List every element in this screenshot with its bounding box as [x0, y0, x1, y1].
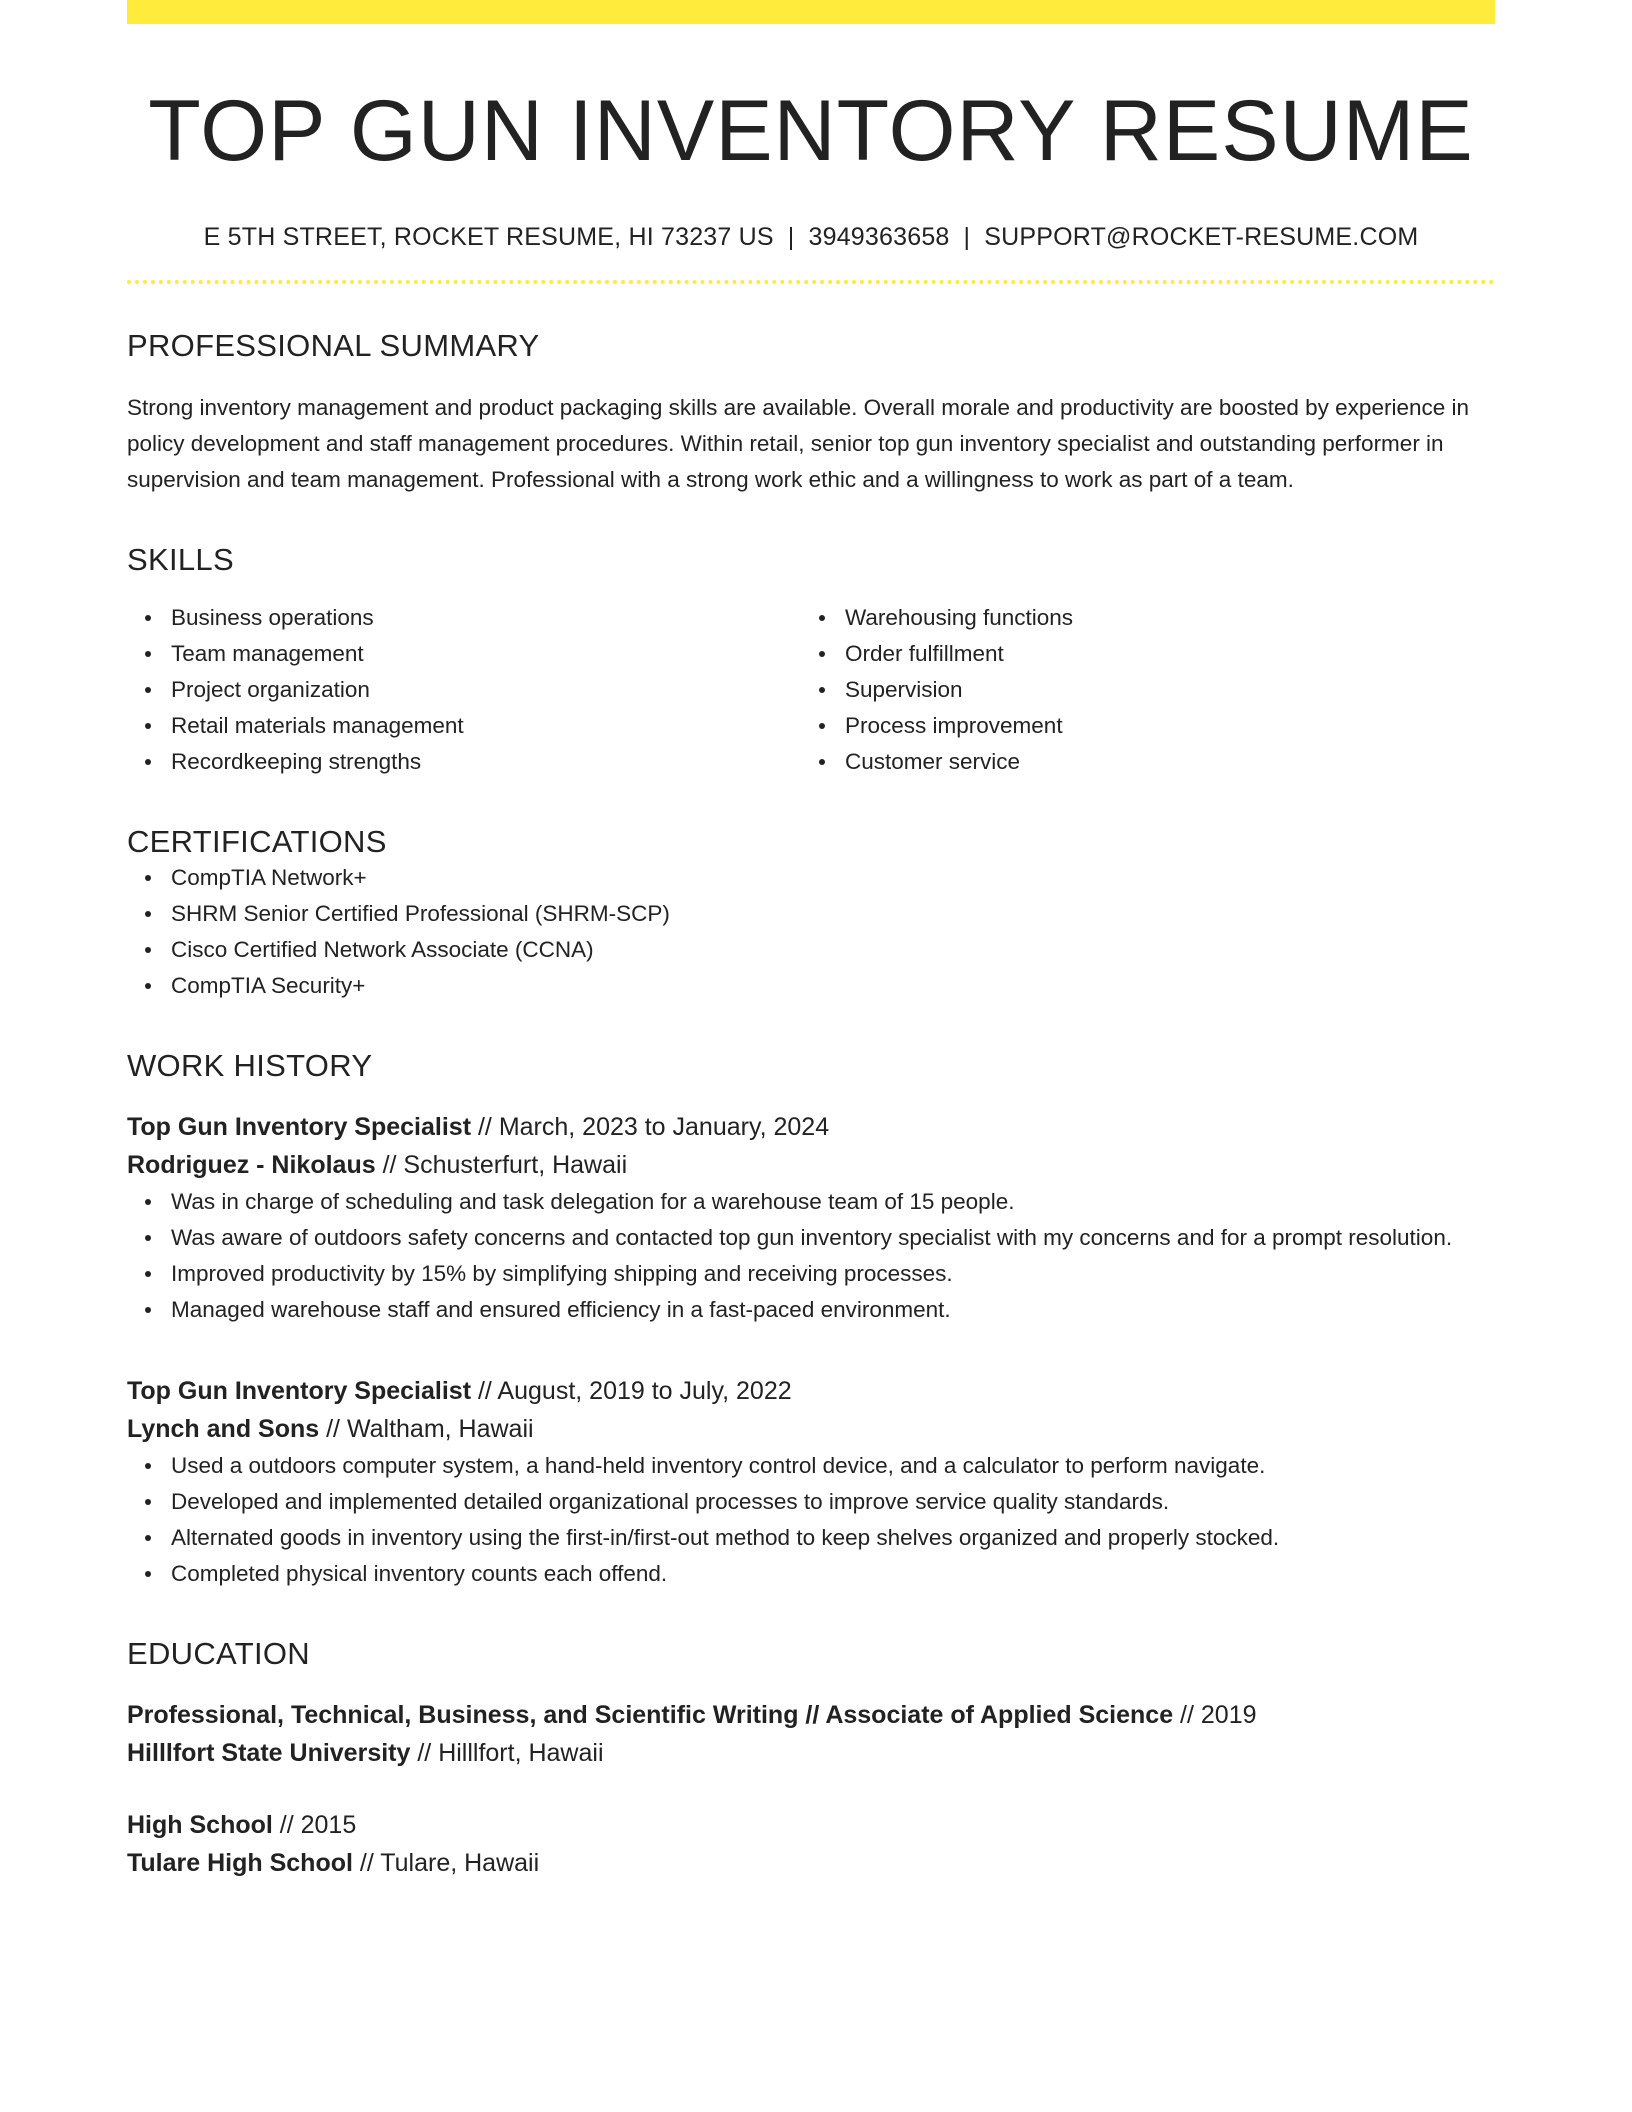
- section-title: WORK HISTORY: [127, 1048, 373, 1084]
- job-bullet: Used a outdoors computer system, a hand-held inventory control device, and a calculator to perform navigate.: [171, 1448, 1495, 1484]
- section-title: SKILLS: [127, 542, 234, 578]
- job-location: // Schusterfurt, Hawaii: [375, 1151, 628, 1180]
- resume-page: [127, 0, 1495, 1882]
- summary-text: Strong inventory management and product packaging skills are available. Overall morale and productivity are boosted by experience in policy development and staff management procedures. Within retail, senior top gun inventory specialist and outstanding performer in supervision and team management. Professional with a strong work ethic and a willingness to work as part of a team.: [127, 395, 1470, 493]
- certifications-list: [127, 860, 1495, 1004]
- certification-item: CompTIA Security+: [171, 968, 1495, 1004]
- education-degree: Professional, Technical, Business, and Scientific Writing // Associate of Applied Science: [127, 1701, 1174, 1730]
- contact-line: [127, 223, 1495, 252]
- job-entry: [127, 1108, 1495, 1328]
- certification-item: SHRM Senior Certified Professional (SHRM-SCP): [171, 896, 1495, 932]
- skills-section: [127, 542, 1495, 780]
- job-bullets: [127, 1448, 1495, 1592]
- education-year: // 2019: [1173, 1701, 1257, 1730]
- skills-column-left: [127, 600, 801, 780]
- job-role: Top Gun Inventory Specialist: [127, 1113, 472, 1142]
- education-location: // Tulare, Hawaii: [352, 1849, 540, 1878]
- skills-column-right: [801, 600, 1475, 780]
- resume-name: TOP GUN INVENTORY RESUME: [148, 83, 1474, 179]
- job-dates: // March, 2023 to January, 2024: [471, 1113, 830, 1142]
- job-employer: Rodriguez - Nikolaus: [127, 1151, 376, 1180]
- contact-phone: 3949363658: [808, 223, 950, 252]
- accent-top-bar: [127, 0, 1495, 24]
- contact-email: SUPPORT@ROCKET-RESUME.COM: [984, 223, 1419, 252]
- job-bullet: Developed and implemented detailed organizational processes to improve service quality standards.: [171, 1484, 1495, 1520]
- job-bullet: Was in charge of scheduling and task delegation for a warehouse team of 15 people.: [171, 1184, 1495, 1220]
- skill-item: Retail materials management: [171, 708, 801, 744]
- job-title-line: [127, 1108, 1495, 1146]
- education-entry: [127, 1806, 1495, 1882]
- education-section: [127, 1636, 1495, 1882]
- job-title-line: [127, 1372, 1495, 1410]
- skill-item: Order fulfillment: [845, 636, 1475, 672]
- job-bullet: Alternated goods in inventory using the first-in/first-out method to keep shelves organized and properly stocked.: [171, 1520, 1495, 1556]
- skill-item: Business operations: [171, 600, 801, 636]
- job-bullet: Managed warehouse staff and ensured efficiency in a fast-paced environment.: [171, 1292, 1495, 1328]
- education-school: Tulare High School: [127, 1849, 353, 1878]
- section-title: PROFESSIONAL SUMMARY: [127, 328, 540, 364]
- education-school-line: [127, 1734, 1495, 1772]
- skill-item: Recordkeeping strengths: [171, 744, 801, 780]
- job-bullet: Completed physical inventory counts each offend.: [171, 1556, 1495, 1592]
- job-bullet: Improved productivity by 15% by simplifying shipping and receiving processes.: [171, 1256, 1495, 1292]
- skill-item: Warehousing functions: [845, 600, 1475, 636]
- job-employer-line: [127, 1146, 1495, 1184]
- skill-item: Supervision: [845, 672, 1475, 708]
- skills-list-left: [127, 600, 801, 780]
- job-employer-line: [127, 1410, 1495, 1448]
- work-history-section: [127, 1048, 1495, 1592]
- job-location: // Waltham, Hawaii: [319, 1415, 534, 1444]
- education-degree-line: [127, 1696, 1495, 1734]
- certification-item: CompTIA Network+: [171, 860, 1495, 896]
- education-location: // Hilllfort, Hawaii: [410, 1739, 604, 1768]
- education-year: // 2015: [272, 1811, 357, 1840]
- job-role: Top Gun Inventory Specialist: [127, 1377, 472, 1406]
- dotted-divider: [127, 280, 1495, 284]
- section-title: CERTIFICATIONS: [127, 824, 387, 860]
- contact-address: E 5TH STREET, ROCKET RESUME, HI 73237 US: [203, 223, 774, 252]
- skills-grid: [127, 600, 1495, 780]
- education-entry: [127, 1696, 1495, 1772]
- job-employer: Lynch and Sons: [127, 1415, 320, 1444]
- job-entry: [127, 1372, 1495, 1592]
- skills-list-right: [801, 600, 1475, 780]
- job-dates: // August, 2019 to July, 2022: [471, 1377, 792, 1406]
- education-school-line: [127, 1844, 1495, 1882]
- certifications-section: [127, 824, 1495, 1004]
- skill-item: Customer service: [845, 744, 1475, 780]
- education-school: Hilllfort State University: [127, 1739, 411, 1768]
- skill-item: Process improvement: [845, 708, 1475, 744]
- skill-item: Team management: [171, 636, 801, 672]
- contact-separator: |: [963, 223, 971, 252]
- contact-separator: |: [787, 223, 795, 252]
- section-title: EDUCATION: [127, 1636, 310, 1672]
- skill-item: Project organization: [171, 672, 801, 708]
- summary-section: [127, 328, 1495, 498]
- certification-item: Cisco Certified Network Associate (CCNA): [171, 932, 1495, 968]
- job-bullets: [127, 1184, 1495, 1328]
- education-degree: High School: [127, 1811, 273, 1840]
- education-degree-line: [127, 1806, 1495, 1844]
- job-bullet: Was aware of outdoors safety concerns and contacted top gun inventory specialist with my concerns and for a prompt resolution.: [171, 1220, 1495, 1256]
